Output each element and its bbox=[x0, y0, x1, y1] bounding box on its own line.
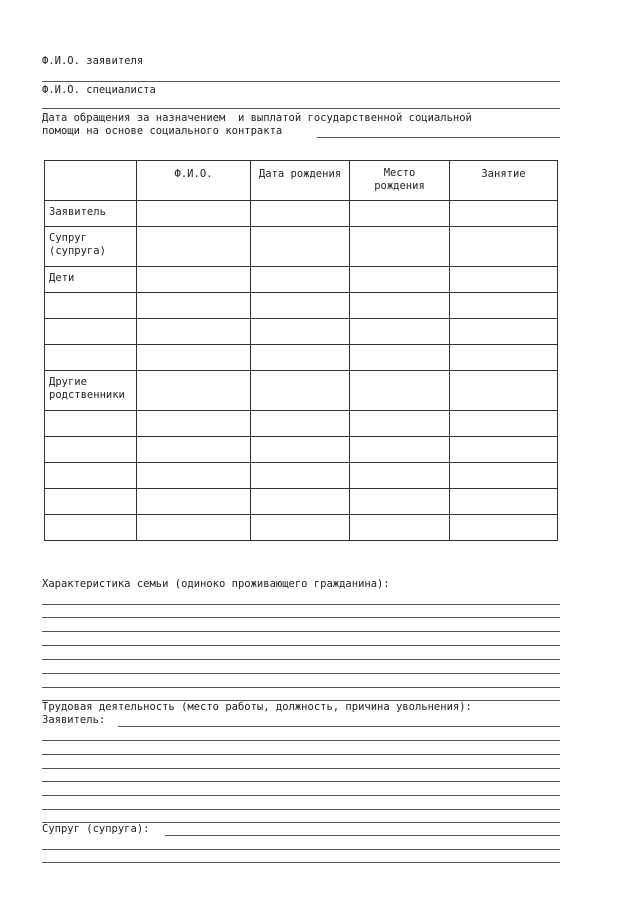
column-header-occupation: Занятие bbox=[450, 161, 558, 201]
cell-birthdate[interactable] bbox=[251, 437, 350, 463]
cell-occupation[interactable] bbox=[450, 489, 558, 515]
cell-birthdate[interactable] bbox=[251, 267, 350, 293]
cell-birthdate[interactable] bbox=[251, 371, 350, 411]
cell-birthdate[interactable] bbox=[251, 411, 350, 437]
cell-birthplace[interactable] bbox=[350, 267, 450, 293]
table-row bbox=[45, 515, 558, 541]
family-characteristic-line[interactable] bbox=[42, 645, 560, 646]
table-row bbox=[45, 437, 558, 463]
family-characteristic-label: Характеристика семьи (одиноко проживающего гражданина): bbox=[42, 578, 390, 590]
cell-birthplace[interactable] bbox=[350, 463, 450, 489]
cell-birthplace[interactable] bbox=[350, 489, 450, 515]
cell-birthplace[interactable] bbox=[350, 515, 450, 541]
cell-occupation[interactable] bbox=[450, 293, 558, 319]
cell-name[interactable] bbox=[137, 371, 251, 411]
cell-birthplace[interactable] bbox=[350, 293, 450, 319]
work-activity-line[interactable] bbox=[42, 781, 560, 782]
cell-name[interactable] bbox=[137, 515, 251, 541]
cell-birthplace[interactable] bbox=[350, 345, 450, 371]
table-row bbox=[45, 293, 558, 319]
cell-birthdate[interactable] bbox=[251, 201, 350, 227]
cell-occupation[interactable] bbox=[450, 227, 558, 267]
cell-occupation[interactable] bbox=[450, 515, 558, 541]
table-row bbox=[45, 371, 558, 411]
specialist-name-field[interactable] bbox=[42, 108, 560, 109]
cell-birthdate[interactable] bbox=[251, 463, 350, 489]
cell-name[interactable] bbox=[137, 489, 251, 515]
cell-occupation[interactable] bbox=[450, 345, 558, 371]
work-spouse-label: Супруг (супруга): bbox=[42, 823, 150, 835]
appeal-date-label-line1: Дата обращения за назначением и выплатой государственной социальной bbox=[42, 112, 472, 124]
spouse-work-line[interactable] bbox=[42, 849, 560, 850]
cell-occupation[interactable] bbox=[450, 319, 558, 345]
row-label bbox=[45, 345, 137, 371]
work-applicant-field[interactable] bbox=[118, 726, 560, 727]
cell-birthdate[interactable] bbox=[251, 227, 350, 267]
cell-birthdate[interactable] bbox=[251, 489, 350, 515]
row-label: Супруг (супруга) bbox=[45, 227, 137, 267]
row-label: Заявитель bbox=[45, 201, 137, 227]
family-characteristic-line[interactable] bbox=[42, 617, 560, 618]
cell-occupation[interactable] bbox=[450, 411, 558, 437]
work-activity-line[interactable] bbox=[42, 754, 560, 755]
cell-name[interactable] bbox=[137, 437, 251, 463]
cell-occupation[interactable] bbox=[450, 463, 558, 489]
table-row bbox=[45, 345, 558, 371]
family-characteristic-line[interactable] bbox=[42, 673, 560, 674]
cell-name[interactable] bbox=[137, 227, 251, 267]
table-row bbox=[45, 489, 558, 515]
cell-birthplace[interactable] bbox=[350, 437, 450, 463]
row-label: Дети bbox=[45, 267, 137, 293]
column-header-birthdate: Дата рождения bbox=[251, 161, 350, 201]
work-activity-line[interactable] bbox=[42, 768, 560, 769]
cell-name[interactable] bbox=[137, 201, 251, 227]
table-row bbox=[45, 319, 558, 345]
cell-name[interactable] bbox=[137, 345, 251, 371]
work-activity-line[interactable] bbox=[42, 795, 560, 796]
appeal-date-label-line2: помощи на основе социального контракта bbox=[42, 125, 283, 137]
applicant-name-field[interactable] bbox=[42, 81, 560, 82]
column-header-birthplace: Место рождения bbox=[350, 161, 450, 201]
cell-birthplace[interactable] bbox=[350, 319, 450, 345]
cell-birthplace[interactable] bbox=[350, 411, 450, 437]
cell-birthplace[interactable] bbox=[350, 227, 450, 267]
row-label bbox=[45, 411, 137, 437]
row-label: Другие родственники bbox=[45, 371, 137, 411]
cell-occupation[interactable] bbox=[450, 201, 558, 227]
cell-birthdate[interactable] bbox=[251, 515, 350, 541]
work-activity-line[interactable] bbox=[42, 740, 560, 741]
cell-birthdate[interactable] bbox=[251, 319, 350, 345]
work-spouse-field[interactable] bbox=[165, 835, 560, 836]
row-label bbox=[45, 293, 137, 319]
table-header-row bbox=[45, 161, 558, 201]
family-characteristic-line[interactable] bbox=[42, 659, 560, 660]
cell-birthplace[interactable] bbox=[350, 371, 450, 411]
family-table bbox=[44, 160, 558, 541]
work-applicant-label: Заявитель: bbox=[42, 714, 106, 726]
family-characteristic-line[interactable] bbox=[42, 687, 560, 688]
row-label bbox=[45, 515, 137, 541]
column-header-name: Ф.И.О. bbox=[137, 161, 251, 201]
row-label bbox=[45, 489, 137, 515]
cell-name[interactable] bbox=[137, 319, 251, 345]
cell-occupation[interactable] bbox=[450, 371, 558, 411]
cell-occupation[interactable] bbox=[450, 437, 558, 463]
spouse-work-line[interactable] bbox=[42, 862, 560, 863]
applicant-name-label: Ф.И.О. заявителя bbox=[42, 55, 144, 67]
row-label bbox=[45, 319, 137, 345]
family-characteristic-line[interactable] bbox=[42, 631, 560, 632]
cell-name[interactable] bbox=[137, 267, 251, 293]
table-row bbox=[45, 201, 558, 227]
table-row bbox=[45, 411, 558, 437]
column-header-role bbox=[45, 161, 137, 201]
cell-birthplace[interactable] bbox=[350, 201, 450, 227]
table-row bbox=[45, 463, 558, 489]
table-row bbox=[45, 227, 558, 267]
cell-birthdate[interactable] bbox=[251, 345, 350, 371]
table-row bbox=[45, 267, 558, 293]
work-activity-label: Трудовая деятельность (место работы, должность, причина увольнения): bbox=[42, 701, 472, 713]
work-activity-line[interactable] bbox=[42, 809, 560, 810]
row-label bbox=[45, 463, 137, 489]
appeal-date-field[interactable] bbox=[317, 137, 560, 138]
row-label bbox=[45, 437, 137, 463]
cell-occupation[interactable] bbox=[450, 267, 558, 293]
cell-name[interactable] bbox=[137, 293, 251, 319]
specialist-name-label: Ф.И.О. специалиста bbox=[42, 84, 156, 96]
cell-name[interactable] bbox=[137, 411, 251, 437]
family-characteristic-line[interactable] bbox=[42, 604, 560, 605]
cell-birthdate[interactable] bbox=[251, 293, 350, 319]
cell-name[interactable] bbox=[137, 463, 251, 489]
